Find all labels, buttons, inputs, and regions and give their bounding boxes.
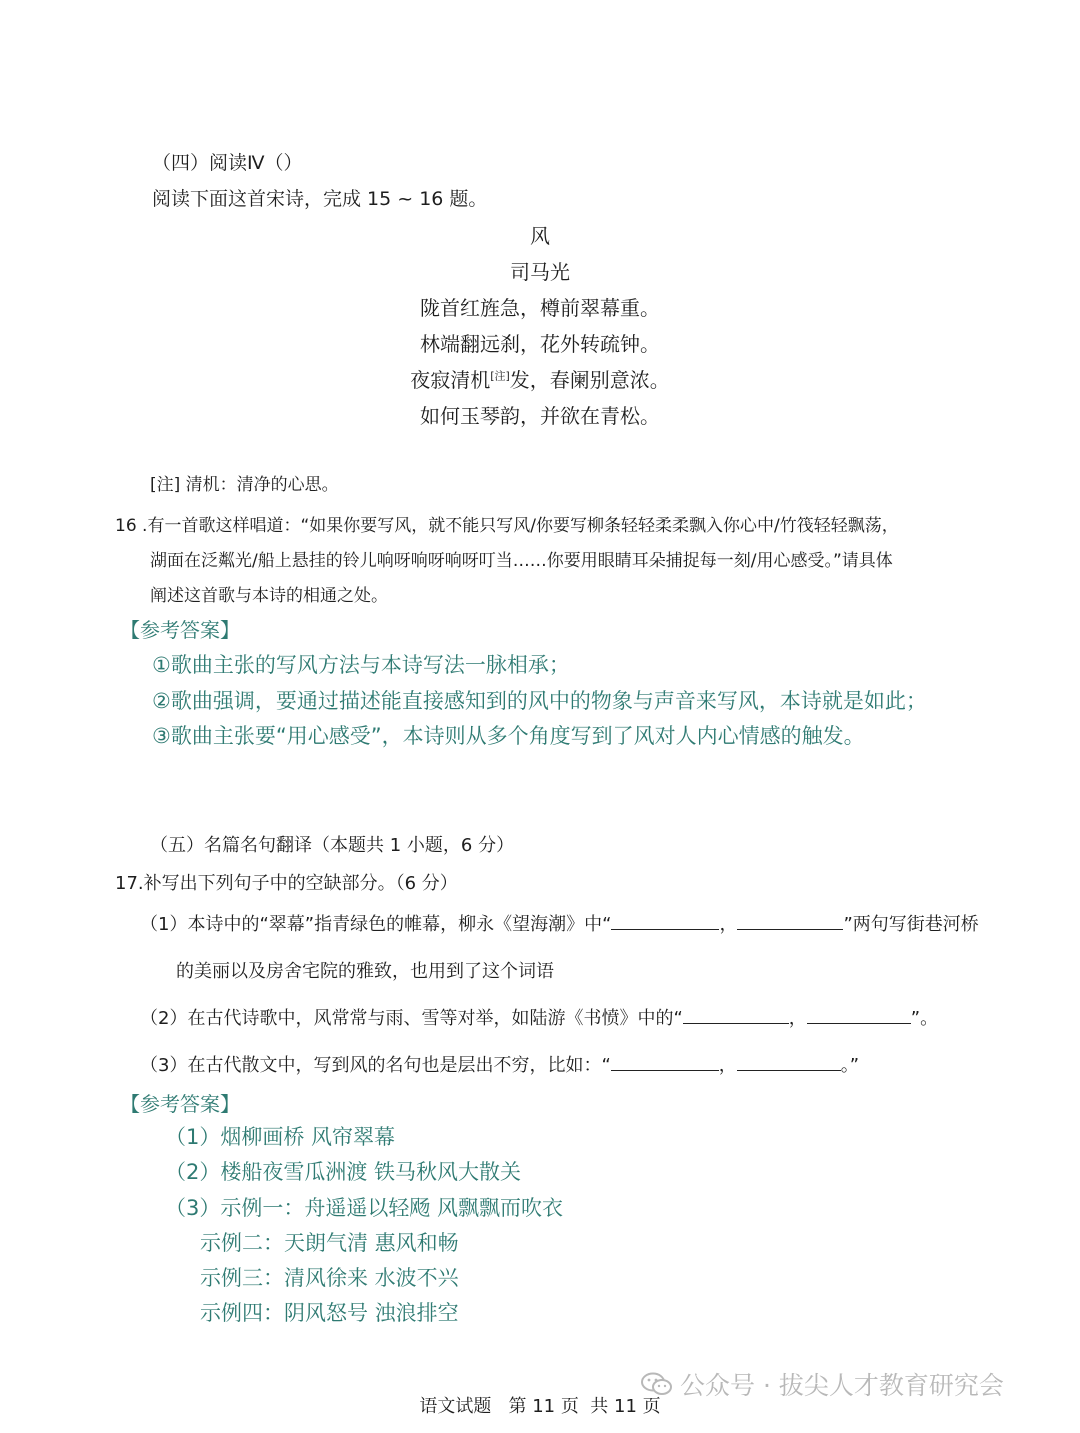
answer-item: 示例三：清风徐来 水波不兴: [200, 1266, 459, 1290]
answer-item: ③歌曲主张要“用心感受”，本诗则从多个角度写到了风对人内心情感的触发。: [152, 724, 865, 748]
poem-title: 风: [530, 224, 550, 248]
section-heading: （四）阅读Ⅳ（）: [152, 152, 303, 174]
section-instruction: 阅读下面这首宋诗，完成 15 ~ 16 题。: [152, 188, 488, 210]
answer-item: （1）烟柳画桥 风帘翠幕: [165, 1125, 396, 1149]
poem-line: 陇首红旌急，樽前翠幕重。: [420, 296, 660, 320]
footnote: [注] 清机：清净的心思。: [150, 475, 339, 495]
answer-item: ②歌曲强调，要通过描述能直接感知到的风中的物象与声音来写风，本诗就是如此；: [152, 689, 927, 713]
answer-blank: [611, 911, 719, 930]
question-16-line: 阐述这首歌与本诗的相通之处。: [150, 586, 388, 606]
answer-item: 示例二：天朗气清 惠风和畅: [200, 1231, 459, 1255]
answer-item: （3）示例一：舟遥遥以轻飏 风飘飘而吹衣: [165, 1196, 564, 1220]
poem-line: 如何玉琴韵，并欲在青松。: [420, 404, 660, 428]
answer-item: 示例四：阴风怒号 浊浪排空: [200, 1301, 459, 1325]
question-17-part-3: （3）在古代散文中，写到风的名句也是层出不穷，比如：“ ， 。”: [140, 1051, 859, 1077]
poem-text: 夜寂清机: [410, 368, 491, 392]
poem-text: 发，春阑别意浓。: [509, 368, 670, 392]
answer-item: （2）楼船夜雪瓜洲渡 铁马秋风大散关: [165, 1160, 522, 1184]
answer-blank: [807, 1005, 911, 1024]
answer-blank: [737, 911, 843, 930]
answer-heading: 【参考答案】: [120, 618, 240, 642]
answer-blank: [737, 1052, 841, 1071]
poem-author: 司马光: [510, 260, 570, 284]
poem-line: [0, 364, 1080, 393]
watermark-text: 公众号 · 拔尖人才教育研究会: [680, 1371, 1004, 1400]
answer-blank: [683, 1005, 789, 1024]
answer-item: ①歌曲主张的写风方法与本诗写法一脉相承；: [152, 653, 570, 677]
question-17-part-1: （1）本诗中的“翠幕”指青绿色的帷幕，柳永《望海潮》中“ ， ”两句写街巷河桥: [140, 910, 979, 936]
answer-heading: 【参考答案】: [120, 1092, 240, 1116]
question-16-line: 湖面在泛粼光/船上悬挂的铃儿响呀响呀响呀叮当……你要用眼睛耳朵捕捉每一刻/用心感受。”请具体: [150, 551, 893, 571]
answer-blank: [611, 1052, 719, 1071]
footnote-marker: [注]: [490, 369, 510, 383]
question-17-part-2: （2）在古代诗歌中，风常常与雨、雪等对举，如陆游《书愤》中的“ ， ”。: [140, 1004, 938, 1030]
question-16-line: 16 .有一首歌这样唱道：“如果你要写风，就不能只写风/你要写柳条轻轻柔柔飘入你心中/竹筏轻轻飘荡，: [115, 516, 899, 536]
question-17-stem: 17.补写出下列句子中的空缺部分。（6 分）: [115, 873, 458, 894]
poem-line: 林端翻远刹，花外转疏钟。: [420, 332, 660, 356]
section-heading: （五）名篇名句翻译（本题共 1 小题，6 分）: [150, 835, 515, 856]
question-17-part-1-cont: 的美丽以及房舍宅院的雅致，也用到了这个词语: [176, 961, 554, 982]
page-footer: 语文试题 第 11 页 共 11 页: [419, 1396, 661, 1417]
